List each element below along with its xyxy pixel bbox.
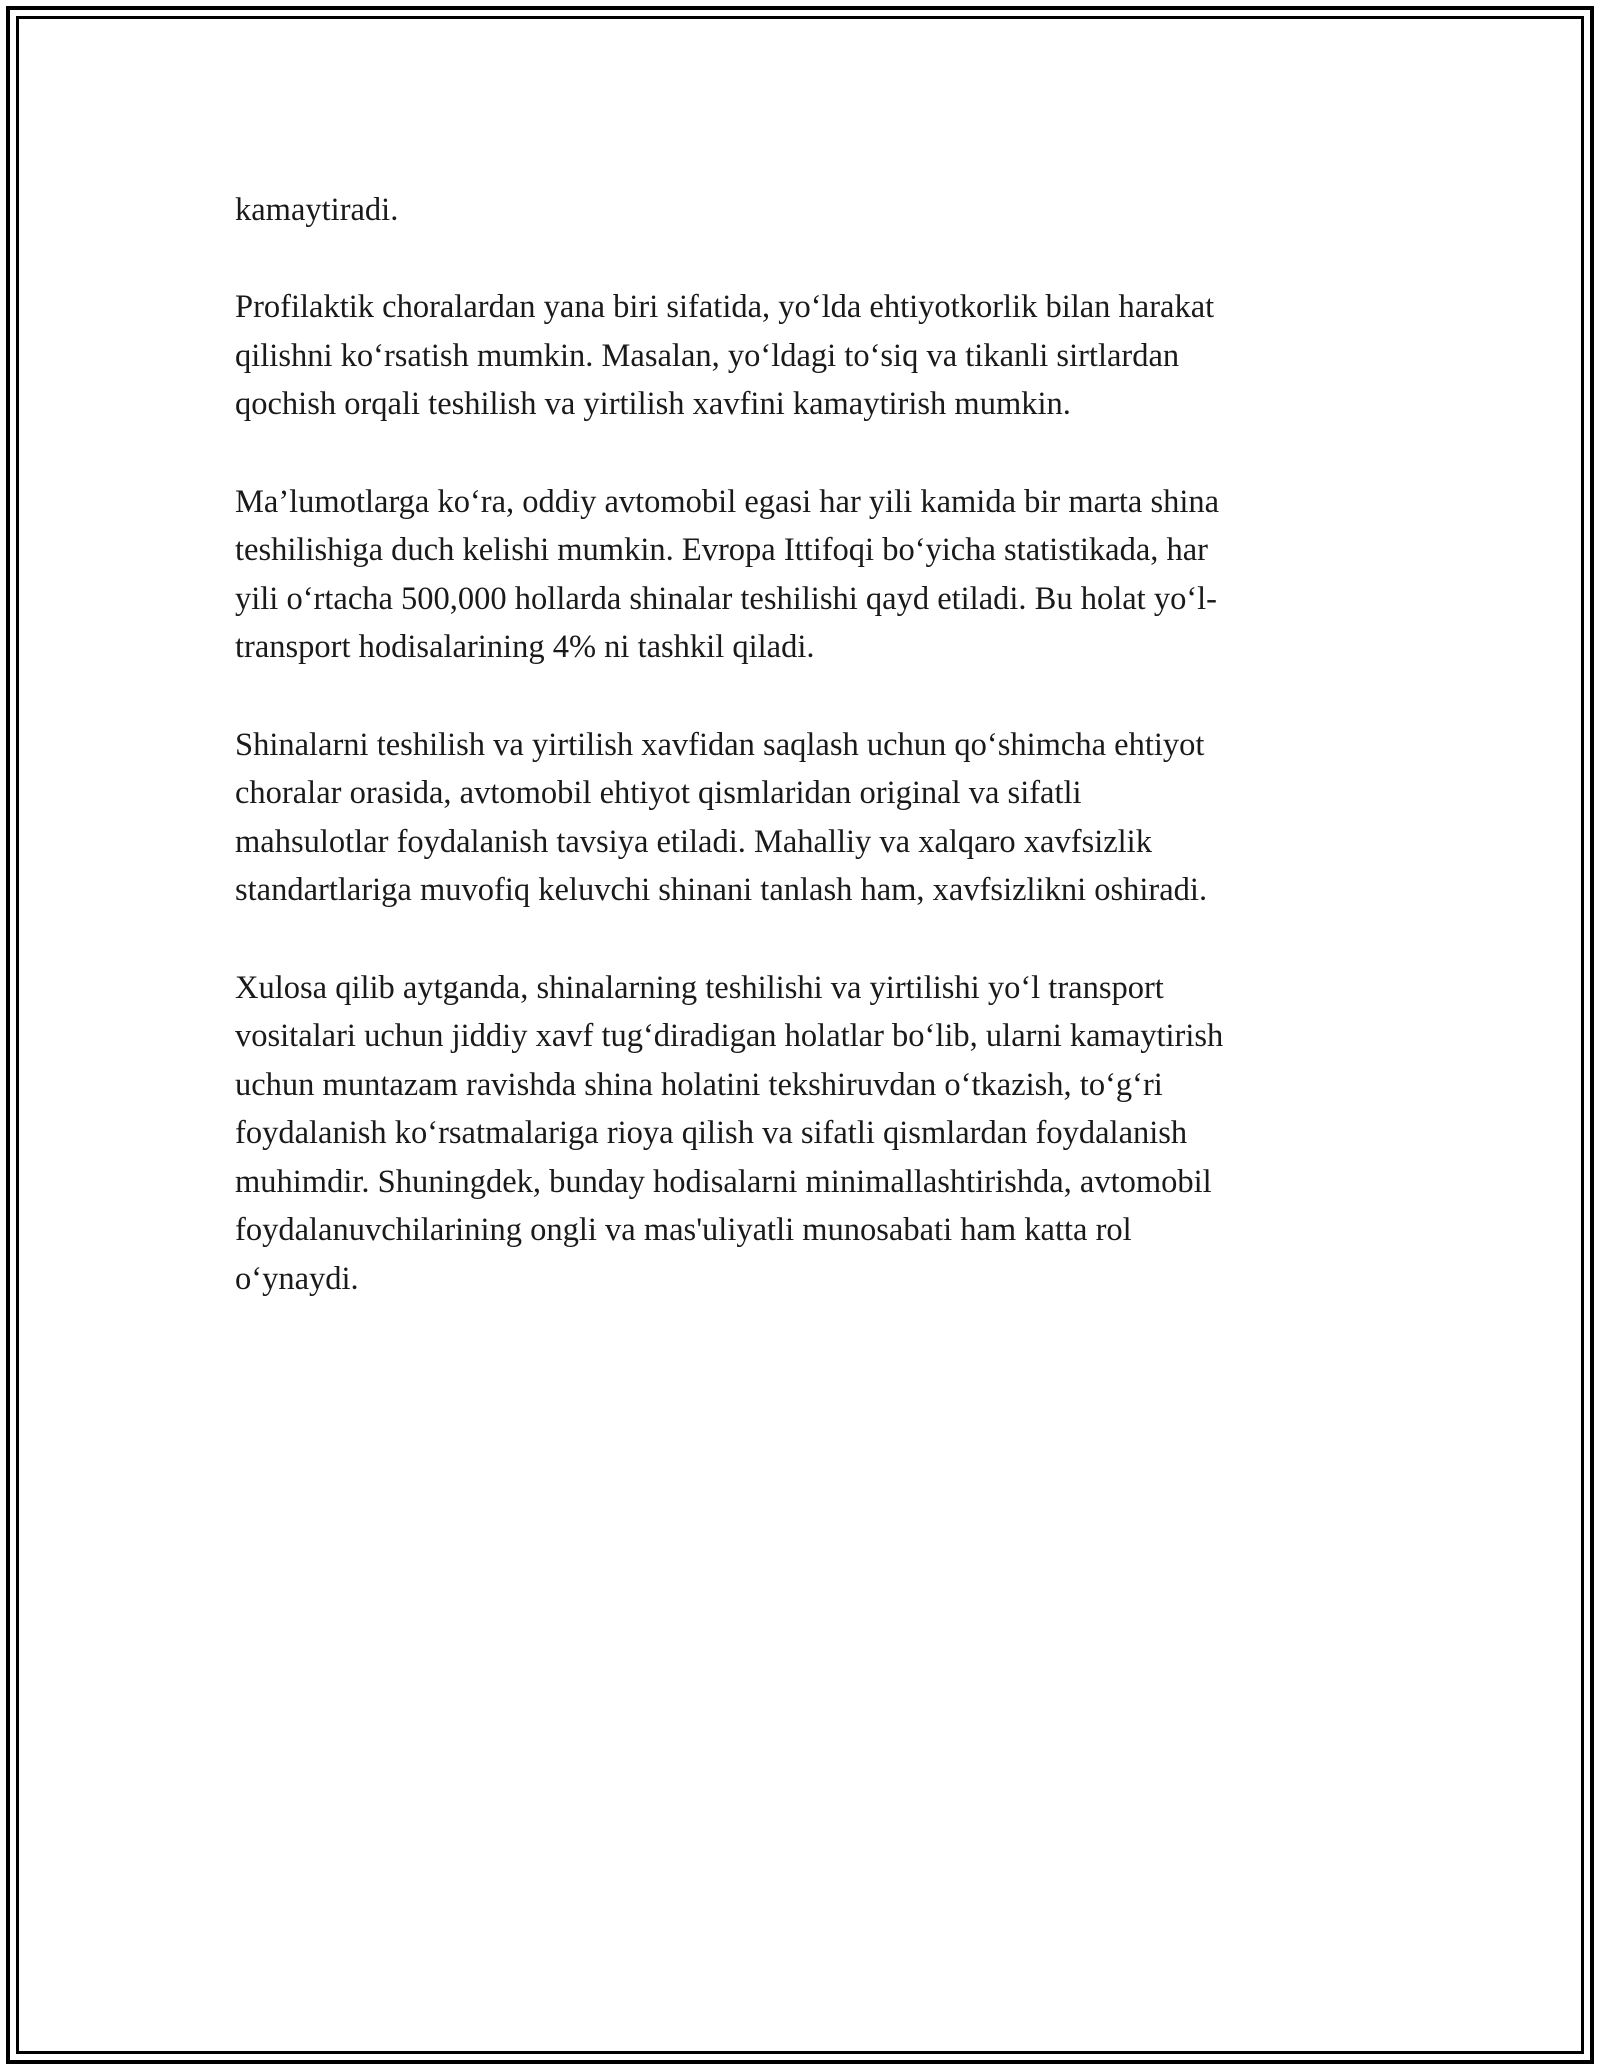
paragraph-continuation: kamaytiradi.	[235, 192, 399, 228]
paragraph-conclusion: Xulosa qilib aytganda, shinalarning teshilishi va yirtilishi yo‘l transport vositalari uchun jiddiy xavf tug‘diradigan holatlar bo‘lib, ularni kamaytirish uchun muntazam ravishda shina holatini tekshiruvdan o‘tkazish, to‘g‘ri foydalanish ko‘rsatmalariga rioya qilish va sifatli qismlardan foydalanish muhimdir. Shuningdek, bunday hodisalarni minimallashtirishda, avtomobil foydalanuvchilarining ongli va mas'uliyatli munosabati ham katta rol o‘ynaydi.	[235, 969, 1224, 1298]
document-body	[235, 186, 1360, 1352]
paragraph-statistics: Ma’lumotlarga ko‘ra, oddiy avtomobil egasi har yili kamida bir marta shina teshilishiga duch kelishi mumkin. Evropa Ittifoqi bo‘yicha statistikada, har yili o‘rtacha 500,000 hollarda shinalar teshilishi qayd etiladi. Bu holat yo‘l- transport hodisalarining 4% ni tashkil qiladi.	[235, 483, 1220, 666]
paragraph-prevention: Profilaktik choralardan yana biri sifatida, yo‘lda ehtiyotkorlik bilan harakat qilishni ko‘rsatish mumkin. Masalan, yo‘ldagi to‘siq va tikanli sirtlardan qochish orqali teshilish va yirtilish xavfini kamaytirish mumkin.	[235, 289, 1215, 423]
paragraph-precautions: Shinalarni teshilish va yirtilish xavfidan saqlash uchun qo‘shimcha ehtiyot choralar orasida, avtomobil ehtiyot qismlaridan original va sifatli mahsulotlar foydalanish tavsiya etiladi. Mahalliy va xalqaro xavfsizlik standartlariga muvofiq keluvchi shinani tanlash ham, xavfsizlikni oshiradi.	[235, 726, 1208, 909]
